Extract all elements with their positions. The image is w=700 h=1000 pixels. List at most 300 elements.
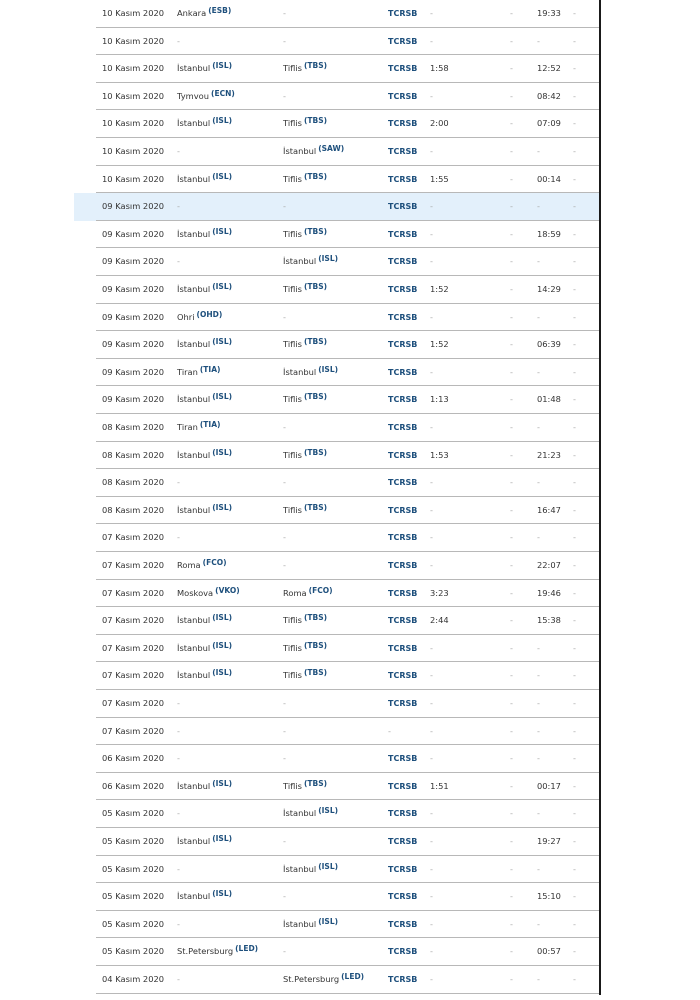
flight-history-table <box>74 0 600 1000</box>
registration-cell[interactable]: TCRSB <box>388 505 418 515</box>
table-row[interactable] <box>74 248 600 276</box>
status-cell: - <box>573 560 576 570</box>
duration-cell: - <box>430 422 433 432</box>
registration-cell[interactable]: TCRSB <box>388 975 418 984</box>
time-cell: - <box>537 808 540 819</box>
destination-cell-airport-code: (TBS) <box>303 61 328 71</box>
origin-cell[interactable] <box>177 304 222 332</box>
origin-cell-city: Tiran <box>177 366 198 377</box>
destination-cell-city: İstanbul <box>283 863 317 874</box>
scheduled-cell: - <box>510 284 513 294</box>
origin-cell[interactable] <box>177 552 227 580</box>
origin-cell <box>177 524 180 552</box>
destination-cell-city: - <box>283 8 286 18</box>
time-cell: 19:46 <box>537 587 561 598</box>
registration-cell[interactable]: TCRSB <box>388 367 418 377</box>
scheduled-cell: - <box>510 780 513 791</box>
duration-cell: - <box>430 974 433 984</box>
duration-cell: 1:52 <box>430 284 449 294</box>
scheduled-cell: - <box>510 891 513 902</box>
table-row[interactable] <box>74 800 600 828</box>
duration-cell: - <box>430 366 433 377</box>
destination-cell-city: Tiflis <box>283 615 302 626</box>
origin-cell[interactable] <box>177 442 232 470</box>
registration-cell[interactable]: TCRSB <box>388 257 418 267</box>
origin-cell <box>177 800 180 828</box>
destination-cell-city: - <box>283 836 286 846</box>
origin-cell[interactable] <box>177 497 232 525</box>
time-cell: - <box>537 532 540 543</box>
origin-cell[interactable] <box>177 110 232 138</box>
time-cell: - <box>537 753 540 764</box>
date-cell: 07 Kasım 2020 <box>102 670 165 681</box>
table-row[interactable] <box>74 110 600 138</box>
origin-cell-city: İstanbul <box>177 642 211 653</box>
scheduled-cell: - <box>510 477 513 488</box>
registration-cell[interactable]: TCRSB <box>388 561 418 570</box>
destination-cell[interactable] <box>283 442 327 470</box>
registration-cell[interactable]: TCRSB <box>388 892 418 902</box>
destination-cell-city: - <box>283 891 286 902</box>
status-cell: - <box>573 311 576 322</box>
destination-cell-city: St.Petersburg <box>283 974 340 984</box>
registration-cell[interactable]: TCRSB <box>388 478 418 488</box>
destination-cell-city: - <box>283 201 286 212</box>
destination-cell[interactable] <box>283 166 327 194</box>
destination-cell-airport-code: (TBS) <box>303 282 328 291</box>
scheduled-cell: - <box>510 808 513 819</box>
origin-cell-city: İstanbul <box>177 670 211 681</box>
origin-cell-city: - <box>177 725 180 736</box>
origin-cell-city: - <box>177 808 180 819</box>
table-row[interactable] <box>74 304 600 332</box>
time-cell: 12:52 <box>537 63 561 74</box>
origin-cell-airport-code: (ISL) <box>212 226 233 236</box>
destination-cell-airport-code: (FCO) <box>308 585 333 595</box>
scheduled-cell: - <box>510 725 513 736</box>
registration-cell[interactable]: TCRSB <box>388 91 418 101</box>
status-cell: - <box>573 146 576 156</box>
destination-cell[interactable] <box>283 800 338 828</box>
destination-cell-city: Tiflis <box>283 173 302 184</box>
destination-cell-city: - <box>283 422 286 432</box>
origin-cell-city: İstanbul <box>177 63 211 74</box>
registration-cell[interactable]: TCRSB <box>388 9 418 18</box>
destination-cell-airport-code: (TBS) <box>303 116 328 126</box>
date-cell: 07 Kasım 2020 <box>102 587 165 598</box>
destination-cell[interactable] <box>283 55 327 83</box>
registration-cell[interactable]: TCRSB <box>388 229 418 239</box>
table-row[interactable] <box>74 690 600 718</box>
status-cell: - <box>573 615 576 626</box>
status-cell: - <box>573 918 576 929</box>
origin-cell[interactable] <box>177 276 232 304</box>
registration-cell[interactable]: TCRSB <box>388 450 418 460</box>
scheduled-cell: - <box>510 615 513 626</box>
table-row[interactable] <box>74 718 600 746</box>
duration-cell: 1:52 <box>430 339 449 350</box>
destination-cell-city: İstanbul <box>283 366 317 377</box>
time-cell: 19:27 <box>537 836 561 846</box>
scheduled-cell: - <box>510 35 513 46</box>
time-cell: - <box>537 725 540 736</box>
registration-cell[interactable]: TCRSB <box>388 147 418 156</box>
table-row[interactable] <box>74 745 600 773</box>
registration-cell[interactable]: TCRSB <box>388 202 418 212</box>
time-cell: - <box>537 642 540 653</box>
table-row[interactable] <box>74 0 600 28</box>
status-cell: - <box>573 808 576 819</box>
destination-cell[interactable] <box>283 386 327 414</box>
table-row[interactable] <box>74 138 600 166</box>
destination-cell[interactable] <box>283 635 327 663</box>
duration-cell: - <box>430 201 433 212</box>
destination-cell[interactable] <box>283 911 338 939</box>
table-row[interactable] <box>74 635 600 663</box>
time-cell: 21:23 <box>537 449 561 460</box>
origin-cell-airport-code: (ISL) <box>212 282 233 291</box>
origin-cell <box>177 911 180 939</box>
date-cell: 08 Kasım 2020 <box>102 422 165 432</box>
date-cell: 09 Kasım 2020 <box>102 311 165 322</box>
status-cell: - <box>573 974 576 984</box>
date-cell: 07 Kasım 2020 <box>102 560 165 570</box>
date-cell: 09 Kasım 2020 <box>102 394 165 405</box>
table-row[interactable] <box>74 856 600 884</box>
scheduled-cell: - <box>510 8 513 18</box>
destination-cell-city: - <box>283 477 286 488</box>
origin-cell-city: İstanbul <box>177 836 211 846</box>
origin-cell-city: İstanbul <box>177 891 211 902</box>
duration-cell: - <box>430 560 433 570</box>
date-cell: 04 Kasım 2020 <box>102 974 165 984</box>
origin-cell[interactable] <box>177 221 232 249</box>
destination-cell-city: Tiflis <box>283 670 302 681</box>
registration-cell[interactable]: TCRSB <box>388 919 418 929</box>
destination-cell-airport-code: (TBS) <box>303 226 328 236</box>
origin-cell-airport-code: (FCO) <box>202 558 227 567</box>
registration-cell[interactable]: TCRSB <box>388 699 418 708</box>
destination-cell[interactable] <box>283 110 327 138</box>
destination-cell-city: - <box>283 753 286 764</box>
origin-cell <box>177 966 180 994</box>
time-cell: - <box>537 974 540 984</box>
scheduled-cell: - <box>510 918 513 929</box>
time-cell: 15:10 <box>537 891 561 902</box>
table-row[interactable] <box>74 414 600 442</box>
registration-cell[interactable]: TCRSB <box>388 809 418 819</box>
status-cell: - <box>573 587 576 598</box>
duration-cell: - <box>430 753 433 764</box>
table-row[interactable] <box>74 552 600 580</box>
destination-cell-airport-code: (TBS) <box>303 613 328 623</box>
origin-cell[interactable] <box>177 828 232 856</box>
destination-cell <box>283 28 286 56</box>
time-cell: 00:14 <box>537 173 561 184</box>
scheduled-cell: - <box>510 504 513 515</box>
time-cell: - <box>537 863 540 874</box>
origin-cell-city: İstanbul <box>177 394 211 405</box>
registration-cell[interactable]: TCRSB <box>388 616 418 626</box>
status-cell: - <box>573 118 576 129</box>
date-cell: 09 Kasım 2020 <box>102 201 165 212</box>
status-cell: - <box>573 725 576 736</box>
destination-cell-city: Tiflis <box>283 63 302 74</box>
destination-cell-city: Tiflis <box>283 642 302 653</box>
origin-cell <box>177 690 180 718</box>
registration-cell[interactable]: TCRSB <box>388 671 418 681</box>
origin-cell-airport-code: (TIA) <box>199 420 221 429</box>
origin-cell-city: Tiran <box>177 422 198 432</box>
origin-cell[interactable] <box>177 414 220 442</box>
destination-cell[interactable] <box>283 607 327 635</box>
origin-cell-city: Moskova <box>177 587 214 598</box>
origin-cell-city: - <box>177 863 180 874</box>
origin-cell-airport-code: (VKO) <box>215 585 240 595</box>
origin-cell-city: İstanbul <box>177 118 211 129</box>
destination-cell <box>283 469 286 497</box>
registration-cell[interactable]: TCRSB <box>388 395 418 405</box>
table-row[interactable] <box>74 193 600 221</box>
time-cell: 08:42 <box>537 90 561 101</box>
duration-cell: - <box>430 228 433 239</box>
scheduled-cell: - <box>510 863 513 874</box>
destination-cell[interactable] <box>283 966 364 994</box>
destination-cell[interactable] <box>283 773 327 801</box>
time-cell: 07:09 <box>537 118 561 129</box>
registration-cell[interactable]: TCRSB <box>388 174 418 184</box>
scheduled-cell: - <box>510 146 513 156</box>
date-cell: 07 Kasım 2020 <box>102 698 165 708</box>
origin-cell <box>177 248 180 276</box>
table-row[interactable] <box>74 662 600 690</box>
destination-cell[interactable] <box>283 248 338 276</box>
destination-cell <box>283 718 286 746</box>
origin-cell-airport-code: (LED) <box>235 944 259 954</box>
status-cell: - <box>573 753 576 764</box>
time-cell: 19:33 <box>537 8 561 18</box>
destination-cell-airport-code: (ISL) <box>318 364 339 374</box>
table-row[interactable] <box>74 469 600 497</box>
registration-cell[interactable]: TCRSB <box>388 36 418 46</box>
duration-cell: 1:51 <box>430 780 449 791</box>
destination-cell-city: Tiflis <box>283 780 302 791</box>
scheduled-cell: - <box>510 339 513 350</box>
registration-cell[interactable]: TCRSB <box>388 312 418 322</box>
origin-cell <box>177 718 180 746</box>
duration-cell: 1:58 <box>430 63 449 74</box>
origin-cell[interactable] <box>177 83 235 111</box>
table-row[interactable] <box>74 276 600 304</box>
duration-cell: - <box>430 863 433 874</box>
table-row[interactable] <box>74 28 600 56</box>
origin-cell-city: İstanbul <box>177 449 211 460</box>
scheduled-cell: - <box>510 587 513 598</box>
scheduled-cell: - <box>510 642 513 653</box>
time-cell: 16:47 <box>537 504 561 515</box>
table-row[interactable] <box>74 773 600 801</box>
scheduled-cell: - <box>510 63 513 74</box>
origin-cell-city: İstanbul <box>177 339 211 350</box>
date-cell: 09 Kasım 2020 <box>102 366 165 377</box>
origin-cell-city: İstanbul <box>177 284 211 294</box>
table-row[interactable] <box>74 828 600 856</box>
destination-cell[interactable] <box>283 856 338 884</box>
time-cell: - <box>537 256 540 267</box>
registration-cell[interactable]: TCRSB <box>388 119 418 129</box>
duration-cell: 1:55 <box>430 173 449 184</box>
origin-cell[interactable] <box>177 359 220 387</box>
destination-cell-city: Tiflis <box>283 118 302 129</box>
table-row[interactable] <box>74 359 600 387</box>
date-cell: 09 Kasım 2020 <box>102 339 165 350</box>
origin-cell <box>177 138 180 166</box>
destination-cell[interactable] <box>283 221 327 249</box>
duration-cell: 3:23 <box>430 587 449 598</box>
destination-cell[interactable] <box>283 580 333 608</box>
registration-cell[interactable]: TCRSB <box>388 340 418 350</box>
origin-cell[interactable] <box>177 662 232 690</box>
date-cell: 07 Kasım 2020 <box>102 532 165 543</box>
registration-cell[interactable]: TCRSB <box>388 781 418 791</box>
destination-cell <box>283 745 286 773</box>
origin-cell <box>177 469 180 497</box>
destination-cell-city: İstanbul <box>283 808 317 819</box>
origin-cell-city: Roma <box>177 560 201 570</box>
origin-cell[interactable] <box>177 607 232 635</box>
status-cell: - <box>573 422 576 432</box>
table-row[interactable] <box>74 497 600 525</box>
origin-cell[interactable] <box>177 331 232 359</box>
destination-cell <box>283 883 286 911</box>
table-row[interactable] <box>74 883 600 911</box>
date-cell: 05 Kasım 2020 <box>102 918 165 929</box>
duration-cell: 1:13 <box>430 394 449 405</box>
scheduled-cell: - <box>510 90 513 101</box>
duration-cell: - <box>430 90 433 101</box>
origin-cell[interactable] <box>177 166 232 194</box>
destination-cell-airport-code: (LED) <box>341 972 365 981</box>
duration-cell: - <box>430 946 433 957</box>
date-cell: 05 Kasım 2020 <box>102 946 165 957</box>
status-cell: - <box>573 670 576 681</box>
date-cell: 05 Kasım 2020 <box>102 863 165 874</box>
origin-cell <box>177 28 180 56</box>
origin-cell-airport-code: (ISL) <box>212 502 233 512</box>
status-cell: - <box>573 477 576 488</box>
registration-cell[interactable]: TCRSB <box>388 864 418 874</box>
date-cell: 10 Kasım 2020 <box>102 118 165 129</box>
table-row[interactable] <box>74 55 600 83</box>
registration-cell[interactable]: TCRSB <box>388 64 418 74</box>
origin-cell[interactable] <box>177 386 232 414</box>
registration-cell[interactable]: TCRSB <box>388 754 418 764</box>
destination-cell[interactable] <box>283 359 338 387</box>
registration-cell[interactable]: TCRSB <box>388 588 418 598</box>
destination-cell-airport-code: (TBS) <box>303 447 328 457</box>
destination-cell-city: Tiflis <box>283 449 302 460</box>
origin-cell-city: - <box>177 35 180 46</box>
status-cell: - <box>573 836 576 846</box>
registration-cell[interactable]: TCRSB <box>388 837 418 846</box>
duration-cell: - <box>430 698 433 708</box>
origin-cell[interactable] <box>177 938 258 966</box>
origin-cell[interactable] <box>177 55 232 83</box>
table-row[interactable] <box>74 166 600 194</box>
table-row[interactable] <box>74 966 600 994</box>
destination-cell[interactable] <box>283 138 344 166</box>
registration-cell[interactable]: TCRSB <box>388 643 418 653</box>
duration-cell: 2:44 <box>430 615 449 626</box>
date-cell: 09 Kasım 2020 <box>102 256 165 267</box>
status-cell: - <box>573 339 576 350</box>
destination-cell <box>283 304 286 332</box>
origin-cell[interactable] <box>177 635 232 663</box>
origin-cell[interactable] <box>177 883 232 911</box>
origin-cell[interactable] <box>177 0 231 28</box>
date-cell: 10 Kasım 2020 <box>102 173 165 184</box>
status-cell: - <box>573 891 576 902</box>
table-row[interactable] <box>74 911 600 939</box>
origin-cell[interactable] <box>177 580 240 608</box>
table-row[interactable] <box>74 607 600 635</box>
duration-cell: - <box>430 670 433 681</box>
origin-cell-city: İstanbul <box>177 615 211 626</box>
time-cell: - <box>537 35 540 46</box>
destination-cell-city: Tiflis <box>283 504 302 515</box>
destination-cell <box>283 552 286 580</box>
origin-cell-city: İstanbul <box>177 228 211 239</box>
origin-cell-city: İstanbul <box>177 504 211 515</box>
destination-cell[interactable] <box>283 662 327 690</box>
time-cell: - <box>537 201 540 212</box>
duration-cell: - <box>430 836 433 846</box>
time-cell: - <box>537 670 540 681</box>
table-row[interactable] <box>74 83 600 111</box>
scheduled-cell: - <box>510 449 513 460</box>
destination-cell[interactable] <box>283 276 327 304</box>
registration-cell[interactable]: TCRSB <box>388 533 418 543</box>
registration-cell[interactable]: TCRSB <box>388 285 418 294</box>
time-cell: - <box>537 366 540 377</box>
date-cell: 10 Kasım 2020 <box>102 8 165 18</box>
status-cell: - <box>573 35 576 46</box>
destination-cell-city: Roma <box>283 587 307 598</box>
table-row[interactable] <box>74 442 600 470</box>
table-row[interactable] <box>74 386 600 414</box>
registration-cell[interactable]: TCRSB <box>388 423 418 432</box>
origin-cell-city: - <box>177 201 180 212</box>
duration-cell: - <box>430 256 433 267</box>
origin-cell-city: Tymvou <box>177 90 210 101</box>
registration-cell: - <box>388 725 391 736</box>
destination-cell[interactable] <box>283 497 327 525</box>
table-row[interactable] <box>74 221 600 249</box>
destination-cell-city: İstanbul <box>283 146 317 156</box>
table-row[interactable] <box>74 580 600 608</box>
table-row[interactable] <box>74 331 600 359</box>
date-cell: 07 Kasım 2020 <box>102 725 165 736</box>
registration-cell[interactable]: TCRSB <box>388 947 418 957</box>
table-row[interactable] <box>74 938 600 966</box>
time-cell: 15:38 <box>537 615 561 626</box>
destination-cell[interactable] <box>283 331 327 359</box>
time-cell: - <box>537 422 540 432</box>
date-cell: 10 Kasım 2020 <box>102 90 165 101</box>
table-row[interactable] <box>74 524 600 552</box>
origin-cell[interactable] <box>177 773 232 801</box>
status-cell: - <box>573 504 576 515</box>
